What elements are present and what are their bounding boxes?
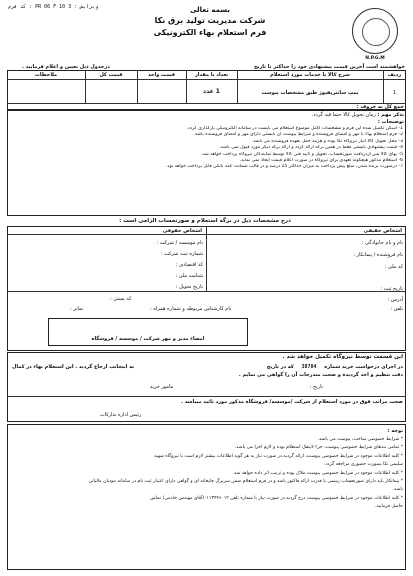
explanation-item: 6- استعلام مذکور هیچگونه تعهدی برای نیروگاه در صورت اعلام قیمت ایجاد نمی نماید. [239, 158, 403, 164]
verification-text: صحت مراتب فوق در مورد استعلام از شرکت /موسسه/ فروشگاه مذکور مورد تائید میباشد . [181, 399, 403, 405]
procurement-chief-label: رئیس اداره تدارکات [100, 412, 142, 418]
national-id-label: شناسه ملی : [175, 273, 203, 279]
signature-label: امضاء مدیر و مهر شرکت / موسسه / فروشگاه [91, 336, 205, 342]
company-name-label: نام موسسه / شرکت : [156, 240, 203, 246]
natural-name-label: نام و نام خانوادگی : [361, 240, 403, 246]
col-header-description: شرح کالا یا خدمات مورد استعلام [270, 72, 350, 78]
form-title: فرم استعلام بهاء الکترونیکی [153, 28, 267, 37]
attention-item: باشد. [392, 487, 403, 493]
explanation-item: 1- اسکن تکمیل شده این فرم و مشخصات کامل موضوع استعلام می بایست در سامانه الکترونیکی بارگذاری گردد. [186, 126, 403, 131]
explanation-item: 3- محل تحویل کالا انبار نیروگاه نکا بوده و هزینه حمل بعهده فروشنده می باشد. [251, 138, 403, 144]
register-number-label: شماره ثبت شرکت : [160, 251, 203, 257]
col-header-total-price: قیمت کل [99, 72, 123, 78]
explanations-list [15, 126, 403, 171]
bismillah: بسمه تعالی [189, 6, 231, 14]
attention-title: توجه : [387, 428, 403, 434]
explanation-item: 5- بهای کالا پس ازدریافت صورتحساب، تحویل و تایید فنی کالا توسط نمایندگان نیروگاه پرداخت خواهد شد. [200, 151, 403, 157]
attention-item: سلیمی نکا بصورت حضوری مراجعه گردد. [323, 462, 403, 468]
national-code-label: کد ملی : [384, 264, 403, 270]
attention-item: * کلیه اطلاعات موجود در شرایط خصوصی پیوست، ارائه گردید.در صورت نیاز به هر گونه اطلاعات بیشتر لازم است با نیروگاه شهید [154, 453, 403, 459]
reminder-text: زمان تحویل کالا حتما قید گردد. [311, 112, 376, 118]
col-header-notes: ملاحظات [34, 72, 58, 78]
completion-line1b: به اینجانب ارجاع گردید . این استعلام بهاء در کمال [12, 364, 135, 370]
attention-list [15, 436, 403, 512]
col-header-index: ردیف [387, 72, 402, 78]
completion-title: این قسمت توسط نیروگاه تکمیل خواهد شد . [282, 354, 403, 360]
completion-box [7, 352, 406, 422]
attention-item: * کلیه اطلاعات موجود در شرایط خصوصی پیوست درج گردید.در صورت نیاز با شماره تلفن ۰۱۱۳۴۴۶۰۱۲(آقای مهندس خادمی) تماس [150, 495, 403, 501]
completion-date-label: تاریخ : [309, 384, 323, 390]
form-code: کد فرم : PR 06 F 10 ویرایش : 3 [8, 4, 99, 10]
col-header-unit-price: قیمت واحد [147, 72, 175, 78]
table-row-description: پمپ سانتریفیوژ طبق مشخصات پیوست [261, 90, 359, 96]
buyer-label: مامور خرید [150, 384, 174, 390]
seller-name-label: نام فروشنده / پیمانکار : [353, 252, 403, 258]
attention-item: * تمامی بندهای شرایط خصوصی پیوست، جزء لاینفک استعلام بوده و لازم اجرا می باشد. [234, 445, 403, 451]
contact-person-label: نام کارشناس مربوطه و شماره همراه : [150, 306, 232, 312]
address-label: آدرس : [387, 297, 403, 303]
natural-persons-title: اشخاص حقیقی [363, 228, 402, 234]
explanation-item: 7- درصورت برنده شدن، مبلغ پیش پرداخت به میزان حداکثر 25 درصد و در قالب ضمانت نامه بانکی قابل پرداخت خواهد بود. [165, 164, 403, 170]
explanation-item: 4- قیمت پیشنهادی بایستی فقط در همین برگه ارائه گردد و ارائه برگه دیگر مورد قبول نمی باشد. [219, 145, 403, 151]
attention-item: * کلیه اطلاعات موجود در شرایط خصوصی پیوست ملاک بوده و ترتیب اثر داده خواهد شد. [232, 470, 403, 476]
sum-in-words-label: جمع کل به حروف : [356, 104, 404, 110]
reminder [312, 112, 404, 118]
legal-persons-title: اشخاص حقوقی [162, 228, 202, 234]
register-date-label: تاریخ ثبت : [380, 286, 403, 292]
table-row-quantity: 1 عدد [203, 88, 220, 95]
fax-label: نمابر : [70, 306, 84, 312]
purchase-request-number: 38784 [301, 364, 317, 370]
table-row-index: 1 [392, 90, 397, 96]
col-header-quantity: تعداد یا مقدار [194, 72, 229, 78]
explanations-title: توضیحات : [377, 119, 404, 125]
company-name: شرکت مدیریت تولید برق نکا [154, 16, 266, 25]
attention-item: * شرایط خصوصی ساخت، پیوست می باشد. [317, 437, 403, 442]
phone-label: تلفن : [390, 306, 403, 312]
attention-item: حاصل فرمایید. [374, 504, 403, 510]
economic-code-label: کد اقتصادی : [175, 262, 203, 268]
company-logo [352, 8, 398, 54]
completion-line1: در اجرای درخواست خرید شماره 38784 که در تاریخ [266, 364, 403, 370]
reminder-label: تذکر مهم : [377, 112, 404, 118]
delivery-date-label: تاریخ تحویل : [175, 284, 203, 290]
postal-code-label: کد پستی : [110, 296, 132, 302]
attention-item: * پیمانکار باید دارای صورتحساب رسمی یا قدرت ارائه فاکتور باشد و در فرم استعلام ضمن سربرگ چاپخانه ای و گواهی دارای اعتبار ثبت نام در سامانه مودیان مالیاتی [88, 479, 403, 485]
seller-section-title: درج مشخصات ذیل در برگه استعلام و صورتحساب الزامی است : [119, 218, 291, 224]
intro-fill: درجدول ذیل تعیین و اعلام فرمایید . [22, 64, 110, 70]
explanation-item: 2- فرم استعلام بهاء با مهر و امضای فروشنده و شرایط پیوست آن بایستی دارای مهر و امضای فروشنده باشد. [193, 132, 403, 138]
logo-text: N.P.G.M [365, 56, 385, 61]
intro-request: خواهشمند است آخرین قیمت پیشنهادی خود را حداکثر تا تاریخ [253, 64, 405, 70]
completion-line2: دقت تنظیم و اخذ گردیده و صحت مندرجات آن را گواهی می نمایم . [238, 372, 403, 378]
